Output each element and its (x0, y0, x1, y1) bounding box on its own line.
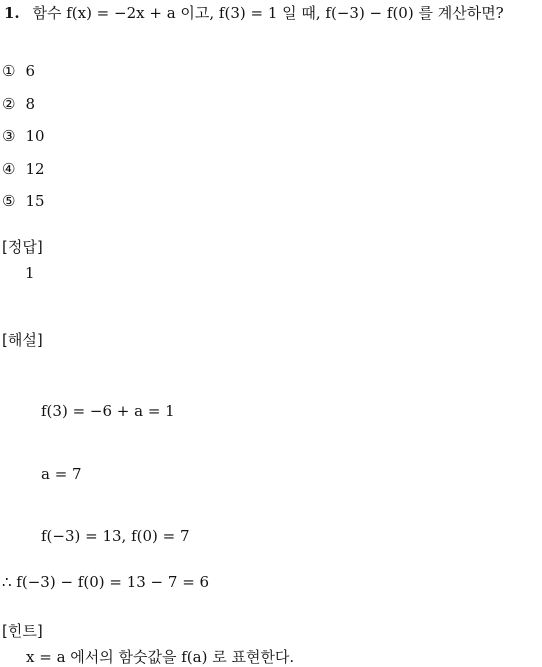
choice-2-value: 8 (25, 95, 35, 113)
choice-5-mark: ⑤ (2, 192, 16, 210)
explanation-conclusion: ∴ f(−3) − f(0) = 13 − 7 = 6 (2, 573, 210, 591)
choice-1-value: 6 (25, 62, 35, 80)
question-text: 함수 f(x) = −2x + a 이고, f(3) = 1 일 때, f(−3) − f(0) 를 계산하면? (32, 4, 504, 22)
explanation-line-2: a = 7 (41, 465, 82, 483)
hint-text: x = a 에서의 함숫값을 f(a) 로 표현한다. (26, 648, 295, 666)
choice-2-mark: ② (2, 95, 16, 113)
question-number: 1. (4, 4, 20, 22)
choice-3-value: 10 (25, 127, 45, 145)
choice-5[interactable] (2, 192, 45, 210)
explanation-line-3: f(−3) = 13, f(0) = 7 (41, 527, 190, 545)
choice-5-value: 15 (25, 192, 45, 210)
choice-1-mark: ① (2, 62, 16, 80)
choice-4-value: 12 (25, 160, 45, 178)
question (4, 2, 504, 23)
answer-value: 1 (25, 264, 35, 282)
choice-4-mark: ④ (2, 160, 16, 178)
answer-label: [정답] (2, 238, 43, 256)
explanation-label: [해설] (2, 331, 43, 349)
choice-2[interactable] (2, 95, 35, 113)
choice-3-mark: ③ (2, 127, 16, 145)
choice-3[interactable] (2, 127, 45, 145)
explanation-line-1: f(3) = −6 + a = 1 (41, 402, 175, 420)
hint-label: [힌트] (2, 622, 43, 640)
choice-1[interactable] (2, 62, 35, 80)
choice-4[interactable] (2, 160, 45, 178)
